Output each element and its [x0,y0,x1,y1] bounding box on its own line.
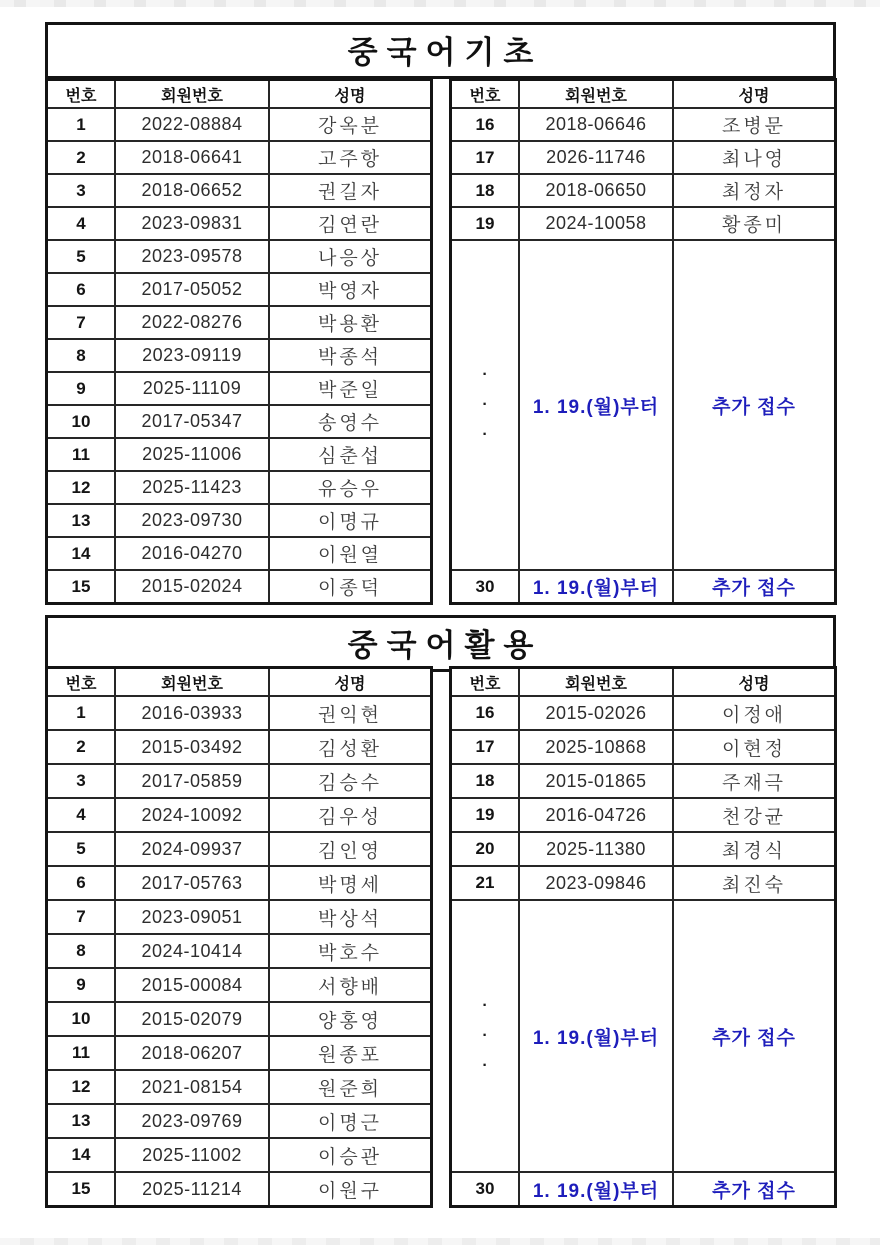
row-number: 11 [47,1036,116,1070]
header-row [451,80,836,109]
member-name: 김연란 [269,207,432,240]
member-name: 박준일 [269,372,432,405]
member-row [47,1036,432,1070]
dot: · [482,1027,488,1044]
member-name: 원준희 [269,1070,432,1104]
dot: · [482,366,488,383]
member-id: 2026-11746 [519,141,673,174]
member-row [47,1138,432,1172]
header-no: 번호 [47,80,116,109]
member-row [47,306,432,339]
member-row [47,141,432,174]
member-name: 최경식 [673,832,836,866]
row-number: 17 [451,730,520,764]
row-number: 5 [47,240,116,273]
member-row [47,696,432,730]
pending-action-note: 추가 접수 [673,900,836,1172]
member-row [47,1172,432,1207]
member-id: 2025-11002 [115,1138,269,1172]
member-name: 최진숙 [673,866,836,900]
member-name: 최정자 [673,174,836,207]
member-name: 박명세 [269,866,432,900]
tables-advanced [45,666,837,1208]
member-row [47,339,432,372]
tables-basic [45,78,837,605]
member-id: 2016-03933 [115,696,269,730]
row-number: 1 [47,108,116,141]
member-row [47,504,432,537]
member-id: 2024-10414 [115,934,269,968]
member-row [47,1002,432,1036]
member-name: 이종덕 [269,570,432,604]
member-row [451,866,836,900]
member-id: 2024-09937 [115,832,269,866]
member-id: 2025-10868 [519,730,673,764]
member-row [47,174,432,207]
member-row [47,866,432,900]
member-name: 권익현 [269,696,432,730]
row-number: 16 [451,108,520,141]
member-row [47,1070,432,1104]
member-name: 유승우 [269,471,432,504]
row-number: 12 [47,471,116,504]
member-name: 나응상 [269,240,432,273]
member-id: 2022-08276 [115,306,269,339]
row-number: 19 [451,798,520,832]
pending-slots-row [451,900,836,1172]
row-number: 17 [451,141,520,174]
member-id: 2023-09831 [115,207,269,240]
row-number: 9 [47,372,116,405]
pending-date-note: 1. 19.(월)부터 [519,900,673,1172]
member-row [47,764,432,798]
member-name: 최나영 [673,141,836,174]
member-name: 황종미 [673,207,836,240]
member-row [451,207,836,240]
scan-artifact-top [0,0,880,7]
member-row [47,537,432,570]
member-name: 조병문 [673,108,836,141]
pending-action-note: 추가 접수 [673,240,836,570]
pending-dots-cell [451,240,520,570]
member-row [47,968,432,1002]
header-row [47,668,432,697]
member-name: 이승관 [269,1138,432,1172]
additional-signup-row [451,570,836,604]
member-name: 이명근 [269,1104,432,1138]
member-id: 2025-11423 [115,471,269,504]
row-number: 30 [451,570,520,604]
row-number: 14 [47,537,116,570]
member-name: 김성환 [269,730,432,764]
row-number: 15 [47,570,116,604]
member-name: 고주항 [269,141,432,174]
member-id: 2023-09578 [115,240,269,273]
row-number: 13 [47,504,116,537]
signup-action-note: 추가 접수 [673,570,836,604]
vertical-ellipsis [452,997,518,1074]
row-number: 7 [47,900,116,934]
row-number: 2 [47,141,116,174]
header-row [451,668,836,697]
row-number: 21 [451,866,520,900]
member-row [47,570,432,604]
member-id: 2023-09730 [115,504,269,537]
header-no: 번호 [451,668,520,697]
member-row [451,798,836,832]
table-header [47,668,432,697]
member-id: 2023-09051 [115,900,269,934]
member-name: 강옥분 [269,108,432,141]
member-name: 이명규 [269,504,432,537]
member-row [47,832,432,866]
member-id: 2018-06652 [115,174,269,207]
member-name: 박상석 [269,900,432,934]
row-number: 18 [451,174,520,207]
row-number: 7 [47,306,116,339]
row-number: 19 [451,207,520,240]
pending-date-note: 1. 19.(월)부터 [519,240,673,570]
header-member-id: 회원번호 [115,668,269,697]
dot: · [482,997,488,1014]
row-number: 4 [47,798,116,832]
member-name: 박영자 [269,273,432,306]
row-number: 16 [451,696,520,730]
member-id: 2018-06650 [519,174,673,207]
row-number: 12 [47,1070,116,1104]
member-row [47,207,432,240]
row-number: 3 [47,764,116,798]
member-name: 주재극 [673,764,836,798]
member-id: 2017-05052 [115,273,269,306]
member-name: 양홍영 [269,1002,432,1036]
header-no: 번호 [451,80,520,109]
header-name: 성명 [269,80,432,109]
member-row [451,696,836,730]
member-row [47,730,432,764]
table-header [47,80,432,109]
row-number: 11 [47,438,116,471]
member-id: 2015-02024 [115,570,269,604]
member-id: 2016-04726 [519,798,673,832]
member-id: 2017-05347 [115,405,269,438]
signup-date-note: 1. 19.(월)부터 [519,1172,673,1207]
member-id: 2023-09119 [115,339,269,372]
member-id: 2015-02079 [115,1002,269,1036]
dot: · [482,426,488,443]
member-id: 2015-02026 [519,696,673,730]
member-id: 2025-11006 [115,438,269,471]
pending-dots-cell [451,900,520,1172]
member-id: 2022-08884 [115,108,269,141]
member-name: 김우성 [269,798,432,832]
dot: · [482,1057,488,1074]
roster-basic-right [449,78,837,605]
row-number: 13 [47,1104,116,1138]
header-name: 성명 [673,668,836,697]
member-row [451,108,836,141]
member-row [47,471,432,504]
row-number: 15 [47,1172,116,1207]
row-number: 20 [451,832,520,866]
member-name: 이현정 [673,730,836,764]
row-number: 10 [47,405,116,438]
member-row [47,108,432,141]
roster-basic-left [45,78,433,605]
row-number: 30 [451,1172,520,1207]
header-no: 번호 [47,668,116,697]
roster-advanced-right [449,666,837,1208]
member-row [47,438,432,471]
header-row [47,80,432,109]
member-row [451,174,836,207]
member-id: 2018-06641 [115,141,269,174]
member-row [47,900,432,934]
row-number: 6 [47,866,116,900]
member-id: 2025-11214 [115,1172,269,1207]
header-member-id: 회원번호 [519,80,673,109]
member-row [47,273,432,306]
row-number: 8 [47,934,116,968]
header-name: 성명 [269,668,432,697]
member-row [451,764,836,798]
member-name: 김승수 [269,764,432,798]
member-id: 2015-01865 [519,764,673,798]
member-row [451,730,836,764]
member-id: 2024-10092 [115,798,269,832]
member-name: 심춘섭 [269,438,432,471]
table-header [451,80,836,109]
member-name: 서향배 [269,968,432,1002]
member-row [47,240,432,273]
member-id: 2025-11380 [519,832,673,866]
member-id: 2015-03492 [115,730,269,764]
additional-signup-row [451,1172,836,1207]
member-name: 천강균 [673,798,836,832]
member-name: 박용환 [269,306,432,339]
member-id: 2023-09846 [519,866,673,900]
table-header [451,668,836,697]
member-name: 송영수 [269,405,432,438]
member-name: 권길자 [269,174,432,207]
row-number: 3 [47,174,116,207]
member-id: 2016-04270 [115,537,269,570]
member-name: 이원열 [269,537,432,570]
member-row [451,832,836,866]
member-row [451,141,836,174]
section-title-advanced: 중국어활용 [45,615,836,672]
member-id: 2023-09769 [115,1104,269,1138]
member-name: 김인영 [269,832,432,866]
row-number: 1 [47,696,116,730]
member-id: 2017-05859 [115,764,269,798]
member-row [47,1104,432,1138]
member-name: 이정애 [673,696,836,730]
section-title-basic: 중국어기초 [45,22,836,79]
scan-artifact-bottom [0,1238,880,1245]
member-row [47,405,432,438]
row-number: 4 [47,207,116,240]
header-member-id: 회원번호 [519,668,673,697]
member-id: 2015-00084 [115,968,269,1002]
member-name: 원종포 [269,1036,432,1070]
member-name: 박종석 [269,339,432,372]
member-id: 2018-06207 [115,1036,269,1070]
row-number: 8 [47,339,116,372]
member-id: 2025-11109 [115,372,269,405]
pending-slots-row [451,240,836,570]
roster-advanced-left [45,666,433,1208]
member-id: 2024-10058 [519,207,673,240]
member-id: 2018-06646 [519,108,673,141]
signup-date-note: 1. 19.(월)부터 [519,570,673,604]
dot: · [482,396,488,413]
vertical-ellipsis [452,366,518,443]
member-id: 2021-08154 [115,1070,269,1104]
member-name: 박호수 [269,934,432,968]
row-number: 5 [47,832,116,866]
member-row [47,934,432,968]
member-row [47,372,432,405]
row-number: 18 [451,764,520,798]
row-number: 6 [47,273,116,306]
header-name: 성명 [673,80,836,109]
row-number: 9 [47,968,116,1002]
row-number: 2 [47,730,116,764]
header-member-id: 회원번호 [115,80,269,109]
member-id: 2017-05763 [115,866,269,900]
member-name: 이원구 [269,1172,432,1207]
row-number: 14 [47,1138,116,1172]
member-row [47,798,432,832]
row-number: 10 [47,1002,116,1036]
signup-action-note: 추가 접수 [673,1172,836,1207]
